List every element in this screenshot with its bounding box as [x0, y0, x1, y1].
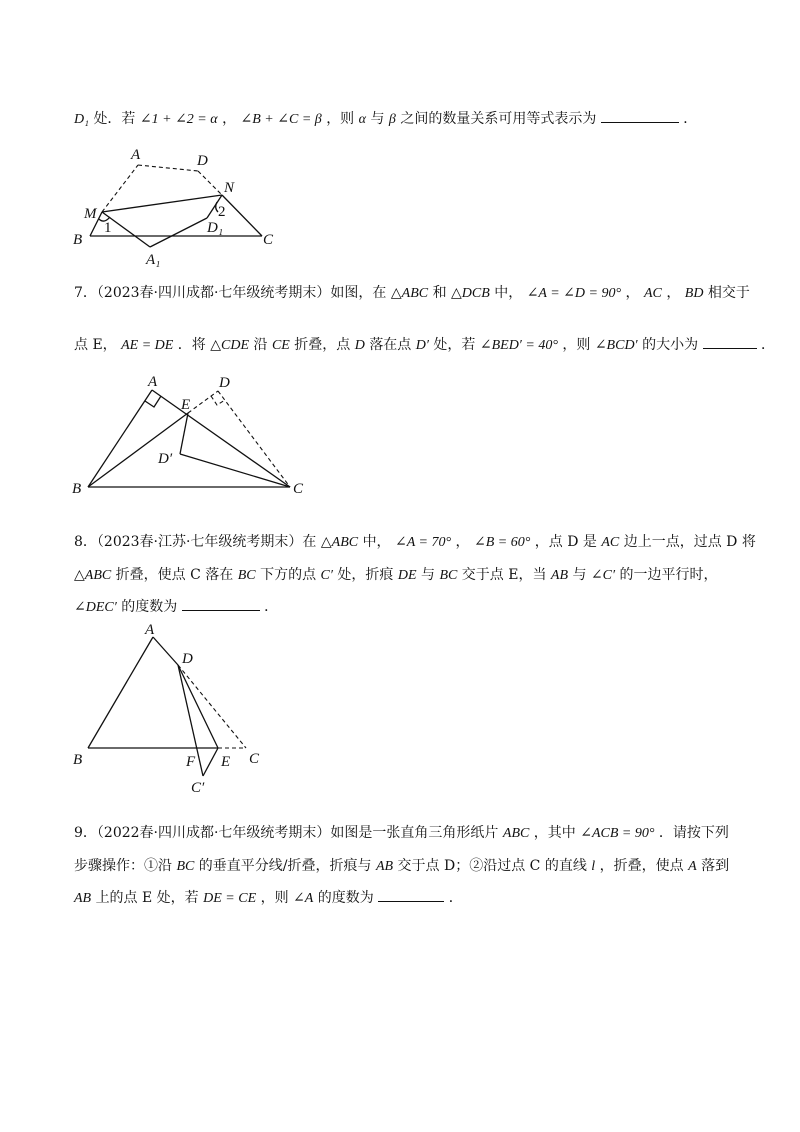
q7-segment-A-B — [88, 390, 152, 487]
q8-text: ，点 D 是 — [534, 534, 597, 550]
q8-math: BC — [237, 568, 256, 583]
q8-text: 8．（2023春·江苏·七年级统考期末）在 — [74, 534, 317, 550]
q7-text: ． — [760, 337, 775, 353]
q7-right-angle-A — [145, 396, 161, 407]
q8-text: 的度数为 — [121, 599, 178, 615]
q7-text: 折叠，点 — [294, 337, 351, 353]
q8-text: 的一边平行时， — [619, 567, 718, 583]
q6-label-1: 1 — [104, 220, 112, 236]
q6-label-A: A — [131, 147, 141, 163]
q7-text: 的大小为 — [642, 337, 699, 353]
q7-label-Dp: D′ — [158, 451, 173, 467]
answer-blank[interactable] — [182, 596, 260, 611]
q6-formula-alpha: ∠1 + ∠2 = α — [139, 112, 218, 127]
q9-text: ．请按下列 — [658, 825, 729, 841]
q7-math: ∠A = ∠D = 90° — [526, 286, 622, 301]
q8-math: ∠DEC′ — [74, 600, 117, 615]
q7-text: 处，若 — [433, 337, 476, 353]
q7-math: D′ — [415, 338, 429, 353]
q8-math: ∠B = 60° — [474, 535, 531, 550]
q6-angle-1-arc — [99, 217, 110, 221]
q9-line-2 — [74, 856, 729, 877]
q9-text: 的度数为 — [317, 890, 374, 906]
q6-dashed-A-D — [138, 165, 198, 171]
q8-segment-D-Cp — [178, 665, 203, 776]
q8-label-Cp: C′ — [191, 780, 205, 796]
answer-blank[interactable] — [378, 887, 444, 902]
q7-segment-E-Dp — [180, 413, 188, 454]
q6-segment-M-A1 — [102, 212, 150, 247]
q6-d1-label: D₁ — [74, 112, 89, 127]
q6-dashed-D-N — [198, 171, 222, 195]
q9-text: 的垂直平分线/折叠，折痕与 — [198, 858, 372, 874]
q8-segment-A-D — [153, 637, 178, 665]
q8-math: BC — [439, 568, 458, 583]
q8-text: 与 — [572, 567, 587, 583]
q8-text: 中， — [362, 534, 391, 550]
q7-text: ，则 — [562, 337, 591, 353]
q7-dashed-D-C — [218, 391, 290, 487]
q9-text: 上的点 E 处，若 — [95, 890, 199, 906]
q8-text: ， — [455, 534, 470, 550]
q9-math: AB — [375, 859, 394, 874]
q7-math: △CDE — [210, 338, 250, 353]
q9-line-1 — [74, 823, 729, 844]
q8-label-D: D — [182, 651, 193, 667]
q7-line-2 — [74, 334, 775, 356]
q8-segment-D-E — [178, 665, 218, 748]
q7-math: △DCB — [451, 286, 490, 301]
q9-text: 9．（2022春·四川成都·七年级统考期末）如图是一张直角三角形纸片 — [74, 825, 499, 841]
q8-label-E: E — [221, 754, 231, 770]
q8-math: AB — [550, 568, 569, 583]
q9-math: AB — [74, 891, 92, 906]
q6-label-N: N — [224, 180, 235, 196]
q7-math: △ABC — [390, 286, 429, 301]
q6-text: 之间的数量关系可用等式表示为 — [400, 111, 597, 127]
q8-label-F: F — [186, 754, 196, 770]
q8-math: DE — [397, 568, 417, 583]
q7-text: ， — [666, 285, 681, 301]
q7-segment-A-C — [152, 390, 290, 487]
q6-segment-D1-N — [207, 195, 222, 218]
q7-label-C: C — [293, 481, 304, 497]
q8-text: ． — [264, 599, 279, 615]
q9-text: 步骤操作：①沿 — [74, 858, 172, 874]
q7-math: AE = DE — [121, 338, 174, 353]
q8-label-C: C — [249, 751, 260, 767]
q7-math: CE — [271, 338, 290, 353]
q6-text: 处．若 — [93, 111, 136, 127]
q9-math: BC — [176, 859, 195, 874]
q8-text: 与 — [420, 567, 435, 583]
q7-text: 沿 — [253, 337, 268, 353]
q8-math: △ABC — [320, 535, 359, 550]
q7-text: ， — [625, 285, 640, 301]
q9-line-3 — [74, 887, 463, 909]
q7-math: AC — [643, 286, 662, 301]
q9-math: ∠ACB = 90° — [580, 826, 655, 841]
q9-math: ∠A — [293, 891, 314, 906]
q8-math: AC — [601, 535, 620, 550]
q8-segment-E-Cp — [203, 748, 218, 776]
q6-text: ，则 — [326, 111, 355, 127]
q6-text: 与 — [370, 111, 385, 127]
q9-text: ，折叠，使点 — [599, 858, 684, 874]
q7-text: 和 — [432, 285, 447, 301]
q7-segment-Dp-C — [180, 454, 290, 487]
q7-label-E: E — [181, 397, 191, 413]
q9-math: ABC — [502, 826, 530, 841]
q7-text: 落在点 — [369, 337, 412, 353]
q6-segment-M-N — [102, 195, 222, 212]
q6-label-C: C — [263, 232, 274, 248]
q6-text: ， — [222, 111, 237, 127]
q7-math: ∠BCD′ — [594, 338, 638, 353]
q6-text: ． — [683, 111, 698, 127]
q6-segment-B-M — [90, 212, 102, 236]
q6-label-D1: D₁ — [207, 220, 224, 236]
q9-text: ，其中 — [533, 825, 576, 841]
q8-text: 下方的点 — [260, 567, 317, 583]
q6-angle-2-arc — [216, 202, 218, 212]
q6-segment-A1-D1 — [150, 218, 207, 247]
q7-right-angle-D — [211, 396, 225, 405]
answer-blank[interactable] — [601, 108, 679, 123]
q6-beta: β — [388, 112, 396, 127]
q9-math: A — [688, 859, 697, 874]
q8-math: C′ — [320, 568, 333, 583]
q7-label-D: D — [219, 375, 230, 391]
q6-label-2: 2 — [218, 204, 226, 220]
q8-line-2 — [74, 565, 718, 586]
q8-label-B: B — [73, 752, 83, 768]
q9-text: ，则 — [260, 890, 289, 906]
q8-line-1 — [74, 532, 756, 553]
q6-dashed-M-A — [102, 165, 138, 212]
q6-label-M: M — [84, 206, 97, 222]
q6-line-1 — [74, 108, 697, 130]
q6-alpha: α — [358, 112, 366, 127]
q8-math: ∠C′ — [590, 568, 616, 583]
q8-text: 折叠，使点 C 落在 — [115, 567, 234, 583]
q9-text: 落到 — [701, 858, 730, 874]
q7-text: 点 E， — [74, 337, 117, 353]
q7-text: 7．（2023春·四川成都·七年级统考期末）如图，在 — [74, 285, 387, 301]
answer-blank[interactable] — [703, 334, 757, 349]
q7-segment-B-E — [88, 413, 188, 487]
q7-label-B: B — [72, 481, 82, 497]
q7-text: 中， — [494, 285, 523, 301]
q6-formula-beta: ∠B + ∠C = β — [240, 112, 322, 127]
q7-text: 相交于 — [707, 285, 750, 301]
q8-line-3 — [74, 596, 278, 618]
q8-text: 处，折痕 — [337, 567, 394, 583]
q8-dashed-D-C — [178, 665, 246, 748]
q7-math: D — [354, 338, 365, 353]
q8-segment-A-B — [88, 637, 153, 748]
q9-text: ． — [448, 890, 463, 906]
q8-text: 边上一点，过点 D 将 — [623, 534, 756, 550]
q7-dashed-E-D — [188, 391, 218, 413]
q8-math: △ABC — [74, 568, 112, 583]
q6-label-A1: A₁ — [146, 252, 161, 268]
q7-math: BD — [684, 286, 704, 301]
q9-math: l — [591, 859, 596, 874]
q6-segment-N-C — [222, 195, 262, 236]
q7-label-A: A — [148, 374, 158, 390]
q7-text: ．将 — [177, 337, 206, 353]
q6-label-B: B — [73, 232, 83, 248]
q9-math: DE = CE — [203, 891, 257, 906]
q6-label-D: D — [197, 153, 208, 169]
q8-text: 交于点 E，当 — [461, 567, 547, 583]
q7-line-1 — [74, 283, 750, 304]
q9-text: 交于点 D；②沿过点 C 的直线 — [397, 858, 587, 874]
q7-math: ∠BED′ = 40° — [479, 338, 558, 353]
q8-math: ∠A = 70° — [395, 535, 452, 550]
q8-label-A: A — [145, 622, 155, 638]
